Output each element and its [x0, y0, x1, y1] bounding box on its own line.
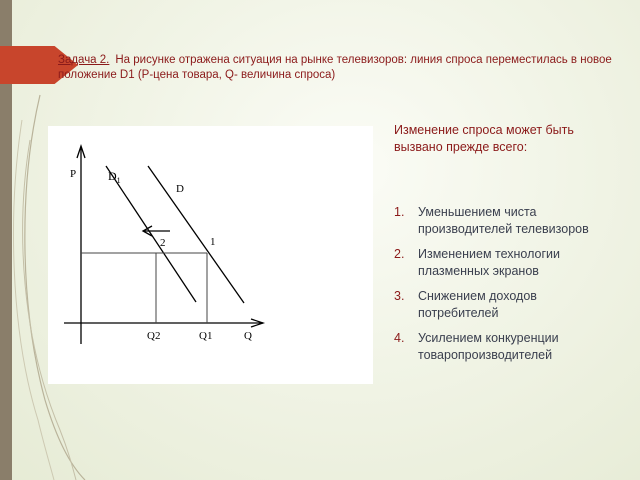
demand-shift-diagram	[48, 126, 373, 384]
cause-number: 2.	[394, 247, 405, 261]
causes-list	[394, 204, 614, 372]
cause-text: Усилением конкуренции товаропроизводителей	[418, 331, 559, 362]
tick-q1-label: Q1	[199, 330, 213, 342]
cause-item	[394, 204, 614, 238]
cause-item	[394, 330, 614, 364]
cause-text: Изменением технологии плазменных экранов	[418, 247, 561, 278]
tick-q2-label: Q2	[147, 330, 161, 342]
diagram-svg	[48, 126, 373, 384]
cause-text: Снижением доходов потребителей	[418, 289, 537, 320]
causes-title: Изменение спроса может быть вызвано прежде всего:	[394, 123, 574, 154]
task-header	[58, 53, 618, 83]
point-1-label: 1	[210, 236, 216, 248]
axis-y-label: P	[70, 168, 77, 180]
cause-item	[394, 288, 614, 322]
cause-number: 1.	[394, 205, 405, 219]
task-text: На рисунке отражена ситуация на рынке телевизоров: линия спроса переместилась в новое положение D1 (P-цена товара, Q- величина спроса)	[58, 54, 612, 81]
axis-x-label: Q	[244, 330, 252, 342]
cause-number: 4.	[394, 331, 405, 345]
task-label: Задача 2.	[58, 54, 110, 66]
cause-item	[394, 246, 614, 280]
curve-d1-label: $D_1$	[108, 169, 121, 185]
demand-curve-d	[148, 166, 244, 303]
cause-text: Уменьшением чиста производителей телевизоров	[418, 205, 589, 236]
point-2-label: 2	[160, 237, 166, 249]
curve-d-label: D	[176, 183, 184, 195]
cause-number: 3.	[394, 289, 405, 303]
